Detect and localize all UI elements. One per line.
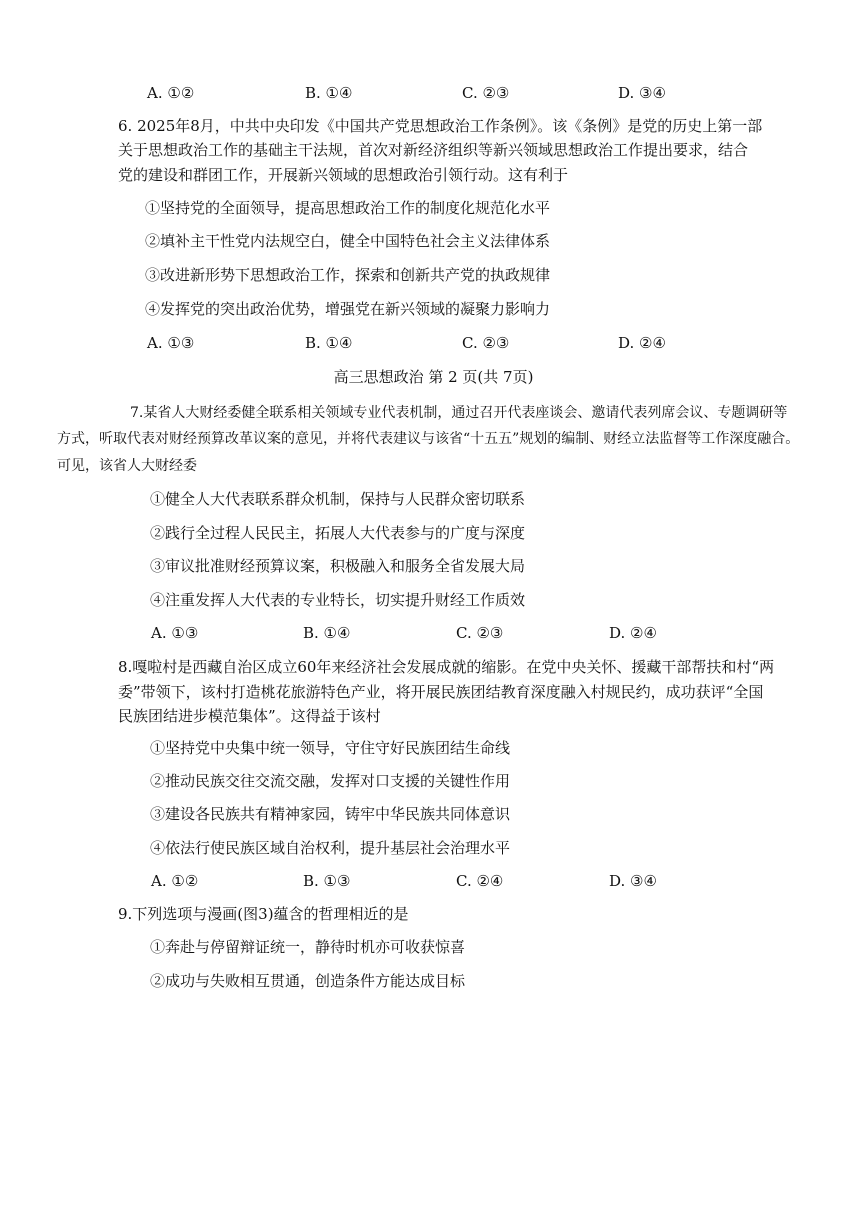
choice-d: D. ②④ xyxy=(609,624,657,642)
q9-option-1: ①奔赴与停留辩证统一，静待时机亦可收获惊喜 xyxy=(150,938,466,956)
q6-stem-line-3: 党的建设和群团工作，开展新兴领域的思想政治引领行动。这有利于 xyxy=(118,166,569,184)
choice-b: B. ①③ xyxy=(303,872,351,890)
q8-option-1: ①坚持党中央集中统一领导，守住守好民族团结生命线 xyxy=(150,739,511,757)
page-footer: 高三思想政治 第 2 页(共 7页) xyxy=(333,368,534,386)
q6-option-4: ④发挥党的突出政治优势，增强党在新兴领域的凝聚力影响力 xyxy=(145,300,551,318)
q6-option-1: ①坚持党的全面领导，提高思想政治工作的制度化规范化水平 xyxy=(145,199,551,217)
q7-stem-line-2: 方式，听取代表对财经预算改革议案的意见，并将代表建议与该省“十五五”规划的编制、财经立法监督等工作深度融合。 xyxy=(57,431,800,447)
choice-d: D. ②④ xyxy=(618,334,666,352)
q8-option-2: ②推动民族交往交流交融，发挥对口支援的关键性作用 xyxy=(150,772,511,790)
q9-option-2: ②成功与失败相互贯通，创造条件方能达成目标 xyxy=(150,972,466,990)
q6-option-2: ②填补主干性党内法规空白，健全中国特色社会主义法律体系 xyxy=(145,232,551,250)
q8-choices xyxy=(0,871,867,891)
q5-choices xyxy=(0,83,867,103)
choice-a: A. ①② xyxy=(147,84,195,102)
choice-b: B. ①④ xyxy=(305,84,353,102)
choice-c: C. ②④ xyxy=(456,872,504,890)
choice-b: B. ①④ xyxy=(305,334,353,352)
q7-option-2: ②践行全过程人民民主，拓展人大代表参与的广度与深度 xyxy=(150,524,526,542)
choice-a: A. ①③ xyxy=(151,624,199,642)
q6-stem-line-2: 关于思想政治工作的基础主干法规，首次对新经济组织等新兴领域思想政治工作提出要求，结合 xyxy=(118,141,749,159)
q6-option-3: ③改进新形势下思想政治工作，探索和创新共产党的执政规律 xyxy=(145,266,551,284)
q8-stem-line-1: 8.嘎啦村是西藏自治区成立60年来经济社会发展成就的缩影。在党中央关怀、援藏干部帮扶和村“两 xyxy=(118,658,775,676)
q8-option-4: ④依法行使民族区域自治权利，提升基层社会治理水平 xyxy=(150,839,511,857)
q7-option-1: ①健全人大代表联系群众机制，保持与人民群众密切联系 xyxy=(150,490,526,508)
q7-option-3: ③审议批准财经预算议案，积极融入和服务全省发展大局 xyxy=(150,557,526,575)
q7-stem-line-3: 可见，该省人大财经委 xyxy=(57,458,197,474)
choice-a: A. ①② xyxy=(151,872,199,890)
choice-c: C. ②③ xyxy=(462,84,510,102)
q8-stem-line-3: 民族团结进步模范集体”。这得益于该村 xyxy=(118,707,381,725)
q6-stem-line-1: 6. 2025年8月，中共中央印发《中国共产党思想政治工作条例》。该《条例》是党的历史上第一部 xyxy=(118,117,763,135)
q6-choices xyxy=(0,333,867,353)
q8-stem-line-2: 委”带领下，该村打造桃花旅游特色产业，将开展民族团结教育深度融入村规民约，成功获评“全国 xyxy=(118,683,764,701)
q7-choices xyxy=(0,623,867,643)
choice-d: D. ③④ xyxy=(618,84,666,102)
choice-d: D. ③④ xyxy=(609,872,657,890)
choice-c: C. ②③ xyxy=(456,624,504,642)
q7-stem-line-1: 7.某省人大财经委健全联系相关领域专业代表机制，通过召开代表座谈会、邀请代表列席会议、专题调研等 xyxy=(130,405,788,421)
q9-stem-line-1: 9.下列选项与漫画(图3)蕴含的哲理相近的是 xyxy=(118,905,409,923)
choice-b: B. ①④ xyxy=(303,624,351,642)
choice-c: C. ②③ xyxy=(462,334,510,352)
choice-a: A. ①③ xyxy=(147,334,195,352)
q8-option-3: ③建设各民族共有精神家园，铸牢中华民族共同体意识 xyxy=(150,805,511,823)
q7-option-4: ④注重发挥人大代表的专业特长，切实提升财经工作质效 xyxy=(150,591,526,609)
